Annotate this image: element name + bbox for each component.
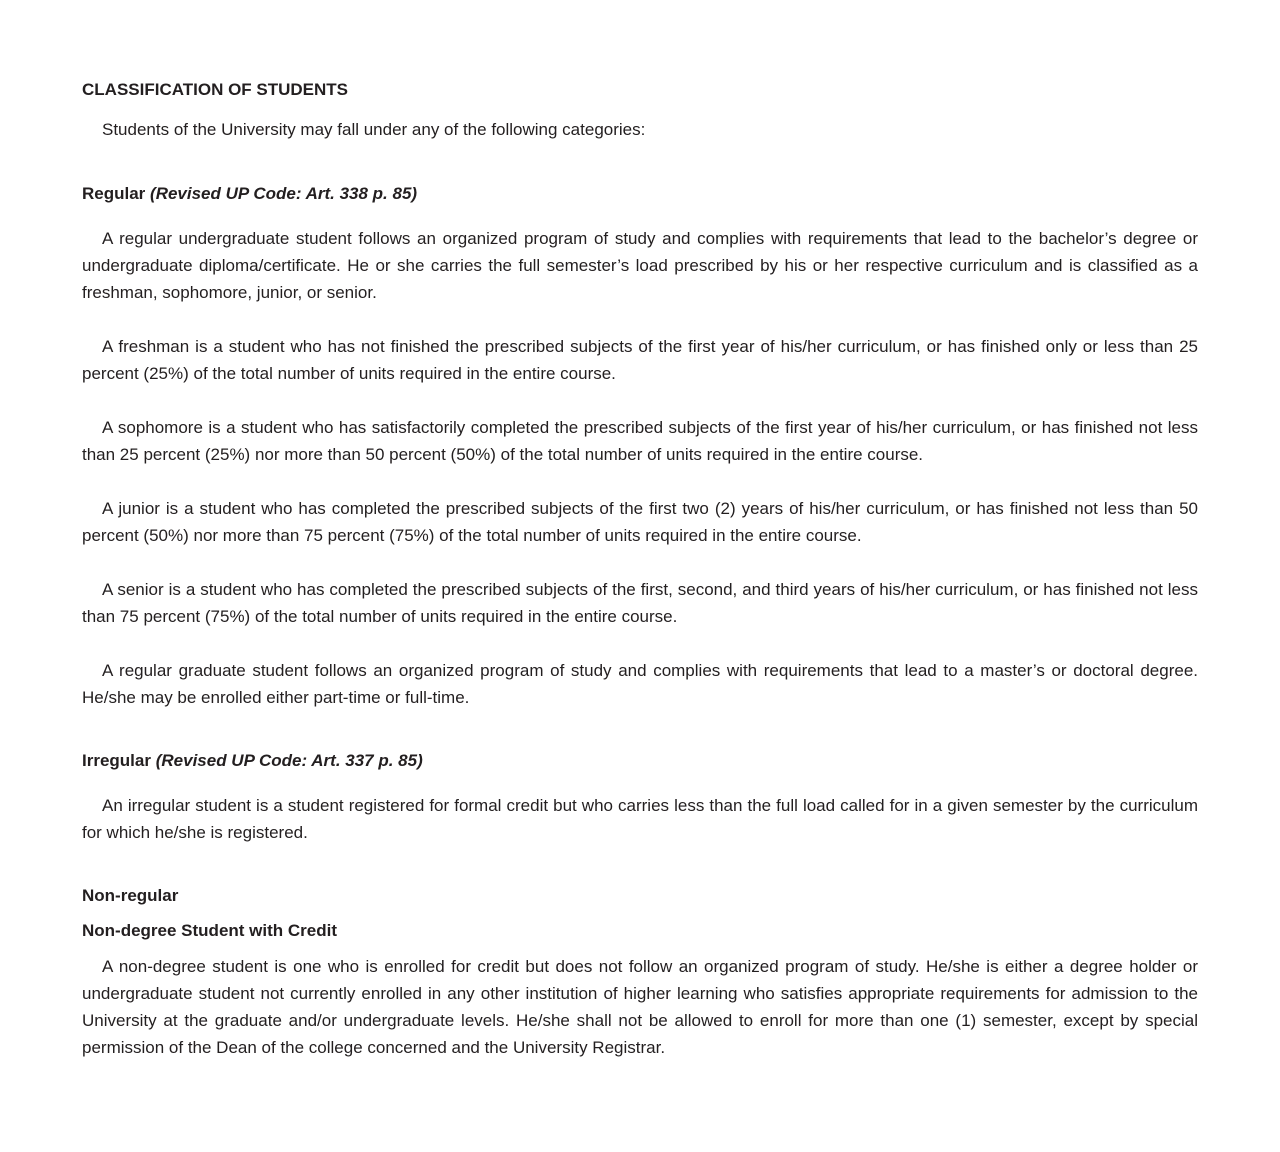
regular-heading-reference: (Revised UP Code: Art. 338 p. 85): [150, 184, 418, 203]
regular-undergraduate-paragraph: A regular undergraduate student follows an organized program of study and complies with requirements that lead to the bachelor’s degree or undergraduate diploma/certificate. He or she carries the full semester’s load prescribed by his or her respective curriculum and is classified as a freshman, sophomore, junior, or senior.: [82, 229, 1198, 302]
irregular-heading-label: Irregular: [82, 751, 151, 770]
nonregular-heading: Non-regular: [82, 886, 179, 905]
regular-graduate-paragraph: A regular graduate student follows an organized program of study and complies with requirements that lead to a master’s or doctoral degree. He/she may be enrolled either part-time or full-time.: [82, 661, 1198, 707]
irregular-heading-reference: (Revised UP Code: Art. 337 p. 85): [155, 751, 423, 770]
junior-paragraph: A junior is a student who has completed the prescribed subjects of the first two (2) years of his/her curriculum, or has finished not less than 50 percent (50%) nor more than 75 percent (75%) of the total number of units required in the entire course.: [82, 499, 1198, 545]
irregular-paragraph: An irregular student is a student registered for formal credit but who carries less than the full load called for in a given semester by the curriculum for which he/she is registered.: [82, 796, 1198, 842]
nondegree-paragraph: A non-degree student is one who is enrolled for credit but does not follow an organized program of study. He/she is either a degree holder or undergraduate student not currently enrolled in any other institution of higher learning who satisfies appropriate requirements for admission to the University at the graduate and/or undergraduate levels. He/she shall not be allowed to enroll for more than one (1) semester, except by special permission of the Dean of the college concerned and the University Registrar.: [82, 957, 1198, 1057]
intro-paragraph: Students of the University may fall under any of the following categories:: [102, 120, 646, 139]
regular-heading-label: Regular: [82, 184, 146, 203]
document-title: CLASSIFICATION OF STUDENTS: [82, 80, 349, 99]
nondegree-subheading: Non-degree Student with Credit: [82, 921, 337, 940]
freshman-paragraph: A freshman is a student who has not finished the prescribed subjects of the first year of his/her curriculum, or has finished only or less than 25 percent (25%) of the total number of units required in the entire course.: [82, 337, 1198, 383]
regular-heading: [82, 182, 1198, 206]
irregular-heading: [82, 749, 1198, 773]
document-page: [82, 78, 1198, 1061]
senior-paragraph: A senior is a student who has completed the prescribed subjects of the first, second, and third years of his/her curriculum, or has finished not less than 75 percent (75%) of the total number of units required in the entire course.: [82, 580, 1198, 626]
sophomore-paragraph: A sophomore is a student who has satisfactorily completed the prescribed subjects of the first year of his/her curriculum, or has finished not less than 25 percent (25%) nor more than 50 percent (50%) of the total number of units required in the entire course.: [82, 418, 1198, 464]
